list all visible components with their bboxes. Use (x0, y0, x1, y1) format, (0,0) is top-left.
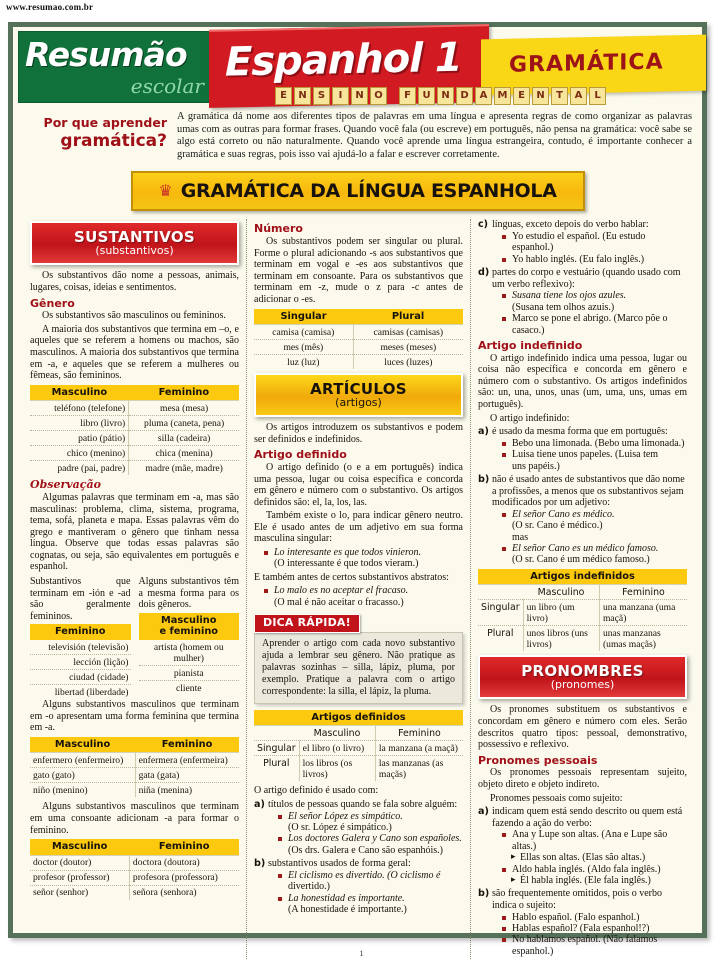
example-spanish: Los doctores Galera y Cano son españoles. (288, 833, 462, 845)
column-header-masculino: Masculino (30, 839, 129, 855)
table-row (30, 783, 239, 798)
table-corner-cell (478, 585, 523, 600)
table-number (254, 309, 463, 370)
table-cell: señora (senhora) (132, 887, 197, 899)
list-item-sub: ▸ Él habla inglés. (Ele fala inglês.) (502, 875, 687, 886)
section-subtitle: (artigos) (335, 396, 382, 410)
example-spanish: El señor Cano es un médico famoso. (512, 542, 659, 554)
table-cell: silla (cadeira) (129, 431, 239, 446)
list-item: No hablamos español. (Não falamos espanhol.) (502, 934, 687, 957)
level-letter: L (589, 87, 606, 105)
level-letter: N (351, 87, 368, 105)
table-row (254, 355, 463, 370)
table-cell: meses (meses) (353, 340, 463, 355)
column-header-feminino: Feminino (375, 726, 463, 741)
heading-pronomes-pessoais: Pronomes pessoais (478, 753, 598, 767)
table-gender-examples (30, 385, 239, 476)
section-subtitle: (pronomes) (550, 678, 615, 692)
example-spanish: El ciclismo es divertido. (O ciclismo é (288, 869, 441, 881)
column-header-masculino: Masculino (523, 585, 599, 600)
usage-list-continued (478, 219, 687, 336)
level-letter: N (294, 87, 311, 105)
column-2 (246, 219, 471, 959)
list-marker: b) (478, 473, 490, 485)
column-header-feminino: Feminino (135, 737, 239, 753)
table-header-row (30, 385, 239, 401)
table-cell: doctor (doutor) (30, 855, 129, 870)
list-item-translation: (O interessante é que todos vieram.) (274, 558, 419, 570)
category-title: GRAMÁTICA (509, 49, 664, 78)
table-cell: libro (livro) (30, 416, 129, 431)
column-1 (23, 219, 246, 959)
page-number: 1 (359, 949, 364, 958)
section-header-pronombres (478, 655, 687, 699)
site-url: www.resumao.com.br (6, 2, 94, 12)
artindef-paragraph-2: O artigo indefinido: (490, 412, 570, 424)
level-letter: A (475, 87, 492, 105)
artdef-paragraph-2: Também existe o lo, para indicar gênero neutro. Ele é usado antes de um adjetivo em sua forma masculina singular: (254, 510, 463, 545)
heading-observacao: Observação (30, 478, 101, 492)
table-header-row (254, 726, 463, 741)
list-item-a (478, 806, 687, 886)
example-list-lo-1 (254, 547, 463, 570)
mini-table-row: lección (lição) (30, 655, 131, 670)
table-header-row (30, 839, 239, 855)
list-marker: c) (478, 219, 489, 231)
list-item (278, 833, 463, 844)
table-consonant-forms (30, 839, 239, 900)
list-item-text: não é usado antes de substantivos que dão nome a profissões, a menos que os substantivos sejam modificados por um adjetivo: (492, 473, 685, 509)
table-cell: el libro (o livro) (299, 741, 375, 756)
note-left-block (30, 576, 131, 699)
list-item-text: é usado da mesma forma que em português: (492, 426, 668, 438)
level-letter: F (399, 87, 416, 105)
brand-subtitle: escolar (130, 74, 204, 98)
example-spanish: El señor López es simpático. (288, 810, 403, 822)
table-header-row (30, 737, 239, 753)
section-title: ARTÍCULOS (310, 380, 407, 399)
table-header-row (254, 309, 463, 325)
row-header-plural: Plural (254, 756, 299, 782)
table-cell: niño (menino) (30, 783, 135, 798)
intro-question (25, 111, 167, 161)
list-item-translation: (O sr. López é simpático.) (288, 822, 392, 834)
table-row (254, 756, 463, 782)
intro-block (13, 105, 702, 161)
mini-table-row: libertad (liberdade) (54, 686, 129, 698)
table-cell: una manzana (uma maçã) (599, 600, 687, 626)
table-cell: niña (menina) (138, 784, 193, 796)
table-row (30, 431, 239, 446)
mini-table-header-feminino: Feminino (30, 624, 131, 640)
education-level-tiles (275, 87, 606, 105)
table-caption-row (254, 710, 463, 726)
mini-header-line1: Masculino (161, 614, 217, 626)
list-item: Ana y Lupe son altas. (Ana e Lupe são altas.) (502, 829, 687, 852)
table-cell: señor (senhor) (30, 885, 129, 900)
note-right-block (139, 576, 240, 699)
list-item (278, 811, 463, 822)
example-list (492, 231, 687, 265)
pronomes-pessoais-p1: Os pronomes pessoais representam sujeito, objeto direto e objeto indireto. (478, 767, 687, 790)
list-marker: b) (478, 888, 490, 900)
mini-table-row: artista (homem ou mulher) (139, 640, 240, 666)
table-cell: mes (mês) (254, 340, 353, 355)
list-item-text: são frequentemente omitidos, pois o verbo indica o sujeito: (492, 888, 662, 911)
table-cell: enfermera (enfermeira) (135, 753, 239, 768)
level-letter: U (418, 87, 435, 105)
table-caption: Artigos indefinidos (478, 569, 687, 585)
table-cell: teléfono (telefone) (30, 401, 129, 416)
list-item: Marco se pone el abrigo. (Marco põe o casaco.) (502, 313, 687, 336)
mini-table-row: pianista (139, 666, 240, 681)
usage-list (254, 799, 463, 915)
artindef-usage-list (478, 426, 687, 566)
table-definite-articles (254, 710, 463, 782)
intro-question-line1: Por que aprender (43, 115, 167, 130)
table-cell: camisa (camisa) (254, 325, 353, 340)
section-header-articulos (254, 373, 463, 417)
section-title: SUSTANTIVOS (73, 228, 196, 247)
table-header-row (478, 585, 687, 600)
table-row (30, 446, 239, 461)
example-spanish: El señor Cano es médico. (512, 508, 615, 520)
genero-paragraph-1: Os substantivos são masculinos ou femininos. (42, 310, 226, 322)
row-header-plural: Plural (478, 626, 523, 652)
list-item-translation: (O sr. Cano é um médico famoso.) (512, 554, 650, 566)
table-caption: Artigos definidos (254, 710, 463, 726)
table-cell: camisas (camisas) (353, 325, 463, 340)
usage-intro: O artigo definido é usado com: (254, 785, 379, 797)
list-item-text: línguas, exceto depois do verbo hablar: (492, 219, 649, 231)
masthead (13, 27, 702, 105)
list-item-b (478, 888, 687, 957)
example-list (492, 290, 687, 336)
table-caption-row (478, 569, 687, 585)
table-o-a-forms (30, 737, 239, 798)
example-list-lo-2 (254, 585, 463, 608)
list-item-translation: (Os drs. Galera e Cano são espanhóis.) (288, 844, 443, 856)
list-item: Luisa tiene unos papeles. (Luisa tem (502, 449, 687, 460)
list-item: Aldo habla inglés. (Aldo fala inglês.) (502, 864, 687, 875)
list-item (264, 585, 463, 596)
list-marker: a) (478, 806, 489, 818)
table-row (254, 325, 463, 340)
heading-artigo-indefinido: Artigo indefinido (478, 339, 583, 352)
table-cell: mesa (mesa) (129, 401, 239, 416)
example-spanish: La honestidad es importante. (288, 892, 405, 904)
note-o-to-a: Alguns substantivos masculinos que terminam em -o apresentam uma forma feminina que termina em -a. (30, 699, 239, 734)
list-item (278, 870, 463, 881)
note-ion-ad: Substantivos que terminam em -ión e -ad são geralmente femininos. (30, 576, 131, 622)
list-item: Yo estudio el español. (Eu estudo espanhol.) (502, 231, 687, 254)
list-item: Hablo español. (Falo espanhol.) (502, 912, 687, 923)
list-item: Hablas español? (Fala espanhol!?) (502, 923, 687, 934)
example-list (268, 870, 463, 916)
column-3 (471, 219, 694, 959)
list-item: Yo hablo inglés. (Eu falo inglês.) (502, 254, 687, 265)
list-item-translation: divertido.) (288, 881, 330, 893)
quick-tip-label: DICA RÁPIDA! (254, 614, 360, 633)
poster-frame (8, 22, 707, 957)
section-subtitle: (substantivos) (95, 244, 174, 258)
articulos-intro: Os artigos introduzem os substantivos e podem ser definidos e indefinidos. (254, 422, 463, 445)
table-cell: profesora (professora) (129, 870, 239, 885)
intro-text: A gramática dá nome aos diferentes tipos de palavras em uma língua e apresenta regras de como organizar as palavras umas com as outras para formar frases. Quando você fala (ou escreve) em português, não pensa na gramática: você sabe se algo está correto ou não naturalmente. Quando você aprende uma língua estrangeira, contudo, é importante conhecer a gramática e suas regras, pois isso vai ajudá-lo a falar e escrever corretamente. (177, 111, 692, 160)
numero-text: Os substantivos podem ser singular ou plural. Forme o plural adicionando -s aos substantivos que terminam em vogal e -es aos substantivos que terminam em consoante. Para os substantivos que terminam em -z, mude o z para -c antes de adicionar o -es. (254, 235, 463, 305)
table-cell: unos libros (uns livros) (523, 626, 599, 652)
level-letter: M (494, 87, 511, 105)
table-row (30, 753, 239, 768)
artdef-paragraph-1: O artigo definido (o e a em português) indica uma pessoa, lugar ou coisa específica e concorda em gênero e número com o substantivo. Os artigos definidos são: el, la, los, las. (254, 461, 463, 508)
table-cell: la manzana (a maçã) (375, 741, 463, 756)
list-marker: b) (254, 858, 266, 870)
list-item (264, 547, 463, 558)
note-consonant-a: Alguns substantivos masculinos que terminam em uma consoante adicionam -a para formar o feminino. (30, 801, 239, 836)
brand-logo (18, 31, 215, 103)
example-spanish: Lo interesante es que todos vinieron. (274, 547, 422, 559)
table-cell: gato (gato) (30, 768, 135, 783)
table-row (30, 855, 239, 870)
artdef-paragraph-3: E também antes de certos substantivos abstratos: (254, 571, 449, 583)
example-spanish: Susana tiene los ojos azules. (512, 290, 627, 302)
table-row (30, 885, 239, 900)
page-title: GRAMÁTICA DA LÍNGUA ESPANHOLA (180, 180, 557, 203)
list-item-translation: (O mal é não aceitar o fracasso.) (274, 596, 404, 608)
table-cell: pluma (caneta, pena) (129, 416, 239, 431)
column-header-masculino: Masculino (30, 385, 129, 401)
column-header-masculino: Masculino (299, 726, 375, 741)
table-cell: gata (gata) (135, 768, 239, 783)
table-row (30, 870, 239, 885)
section-title: PRONOMBRES (521, 662, 644, 681)
notes-two-up (30, 576, 239, 699)
list-item-d (478, 267, 687, 336)
level-letter-gap (389, 87, 397, 103)
list-item-a (254, 799, 463, 856)
list-item-b (254, 858, 463, 915)
pronomes-pessoais-p2: Pronomes pessoais como sujeito: (490, 792, 623, 804)
table-row (478, 626, 687, 652)
level-letter: E (275, 87, 292, 105)
list-item-translation: (O sr. Cano é médico.) (512, 520, 603, 532)
level-letter: S (313, 87, 330, 105)
mini-header-line2: e feminino (159, 626, 219, 638)
column-header-feminino: Feminino (129, 839, 239, 855)
example-list (268, 811, 463, 857)
main-title-banner (131, 171, 585, 211)
list-item-sub: ▸ Ellas son altas. (Elas são altas.) (502, 852, 687, 863)
column-header-feminino: Feminino (599, 585, 687, 600)
table-row (254, 340, 463, 355)
table-cell: patio (pátio) (30, 431, 129, 446)
list-marker: a) (478, 426, 489, 438)
list-item-text: partes do corpo e vestuário (quando usado com um verbo reflexivo): (492, 267, 681, 290)
column-header-singular: Singular (254, 309, 353, 325)
table-cell: las manzanas (as maçãs) (378, 757, 444, 780)
table-cell: luz (luz) (254, 355, 353, 370)
row-header-singular: Singular (478, 600, 523, 626)
mini-table-row: televisión (televisão) (30, 640, 131, 655)
pronomes-usage-list (478, 806, 687, 957)
list-marker: d) (478, 267, 490, 279)
list-item-text: substantivos usados de forma geral: (268, 858, 411, 870)
list-item (502, 543, 687, 554)
mini-table-row: cliente (175, 682, 202, 694)
connector-mas: mas (512, 531, 529, 543)
sustantivos-intro: Os substantivos dão nome a pessoas, animais, lugares, coisas, ideias e sentimentos. (30, 270, 239, 293)
table-cell: enfermero (enfermeiro) (30, 753, 135, 768)
table-cell: padre (pai, padre) (30, 461, 129, 476)
heading-numero: Número (254, 222, 303, 236)
list-item-text: títulos de pessoas quando se fala sobre alguém: (268, 799, 458, 811)
heading-genero: Gênero (30, 296, 75, 310)
list-marker: a) (254, 799, 265, 811)
content-columns (13, 211, 702, 960)
pronombres-intro: Os pronomes substituem os substantivos e concordam em gênero e número com eles. Serão descritos quatro tipos: pessoal, demonstrativo, possessivo e reflexivo. (478, 704, 687, 751)
list-item: Bebo una limonada. (Bebo uma limonada.) (502, 438, 687, 449)
subject-title: Espanhol 1 (225, 34, 462, 86)
table-corner-cell (254, 726, 299, 741)
table-cell: los libros (os livros) (299, 756, 375, 782)
example-list (492, 509, 687, 566)
column-header-feminino: Feminino (129, 385, 239, 401)
level-letter: I (332, 87, 349, 105)
level-letter: A (570, 87, 587, 105)
table-cell: chico (menino) (30, 446, 129, 461)
note-same-form: Alguns substantivos têm a mesma forma para os dois gêneros. (138, 576, 239, 611)
crown-icon: ♛ (158, 183, 173, 201)
list-item-translation: (Susana tem olhos azuis.) (512, 301, 615, 313)
table-cell: profesor (professor) (30, 870, 129, 885)
list-item-translation: (A honestidade é importante.) (288, 904, 407, 916)
table-cell: luces (luzes) (384, 356, 433, 368)
quick-tip-text: Aprender o artigo com cada novo substantivo ajuda a lembrar seu gênero. Não pratique as palavras sozinhas – silla, lápiz, pluma, por exemplo. Pratique a palavra com o artigo correspondente: la silla, el lápiz, la pluma. (254, 632, 463, 704)
list-item (502, 509, 687, 520)
list-item-translation: uns papéis.) (512, 460, 560, 472)
level-letter: T (551, 87, 568, 105)
table-row (254, 741, 463, 756)
column-header-plural: Plural (353, 309, 463, 325)
level-letter: E (513, 87, 530, 105)
artindef-paragraph-1: O artigo indefinido indica uma pessoa, lugar ou coisa não específica e concorda em gênero e número com o substantivo. Os artigos indefinidos são: un, una, unos, unas (um, uma, uns, umas em português). (478, 352, 687, 410)
list-item-c (478, 219, 687, 265)
section-header-sustantivos (30, 221, 239, 265)
level-letter: O (370, 87, 387, 105)
table-cell: doctora (doutora) (129, 855, 239, 870)
example-spanish: Lo malo es no aceptar el fracaso. (274, 585, 409, 597)
level-letter: N (437, 87, 454, 105)
table-cell: un libro (um livro) (523, 600, 599, 626)
level-letter: D (456, 87, 473, 105)
list-item-a (478, 426, 687, 472)
example-list (492, 829, 687, 886)
table-row (478, 600, 687, 626)
table-cell: chica (menina) (129, 446, 239, 461)
mini-table-header-masc-fem (139, 613, 240, 640)
table-row (30, 401, 239, 416)
table-cell: madre (mãe, madre) (145, 462, 223, 474)
list-item-b (478, 474, 687, 566)
table-row (30, 461, 239, 476)
brand-name: Resumão (25, 35, 187, 74)
list-item-text: indicam quem está sendo descrito ou quem está fazendo a ação do verbo: (492, 806, 683, 829)
observacao-text: Algumas palavras que terminam em -a, mas são masculinas: problema, clima, sistema, programa, tema, sofá, planeta e mapa. Essas palavras vêm do grego e mantiveram o gênero que tinham nessa língua. Observe que todas essas palavras são cognatas, ou seja, são equivalentes em português e espanhol. (30, 491, 239, 573)
quick-tip-box (254, 614, 463, 704)
table-row (30, 416, 239, 431)
list-item (502, 290, 687, 301)
intro-question-line2: gramática? (60, 131, 167, 151)
table-row (30, 768, 239, 783)
table-indefinite-articles (478, 569, 687, 652)
table-cell: unas manzanas (umas maçãs) (602, 627, 661, 650)
column-header-masculino: Masculino (30, 737, 135, 753)
example-list (492, 438, 687, 472)
list-item (278, 893, 463, 904)
genero-paragraph-2: A maioria dos substantivos que termina em –o, e aqueles que se referem a homens ou machos, são masculinos. A maioria dos substantivos que termina em -a, e aqueles que se referem a mulheres ou fêmeas, são femininos. (30, 323, 239, 382)
row-header-singular: Singular (254, 741, 299, 756)
mini-table-row: ciudad (cidade) (30, 670, 131, 685)
heading-artigo-definido: Artigo definido (254, 448, 347, 462)
level-letter: N (532, 87, 549, 105)
